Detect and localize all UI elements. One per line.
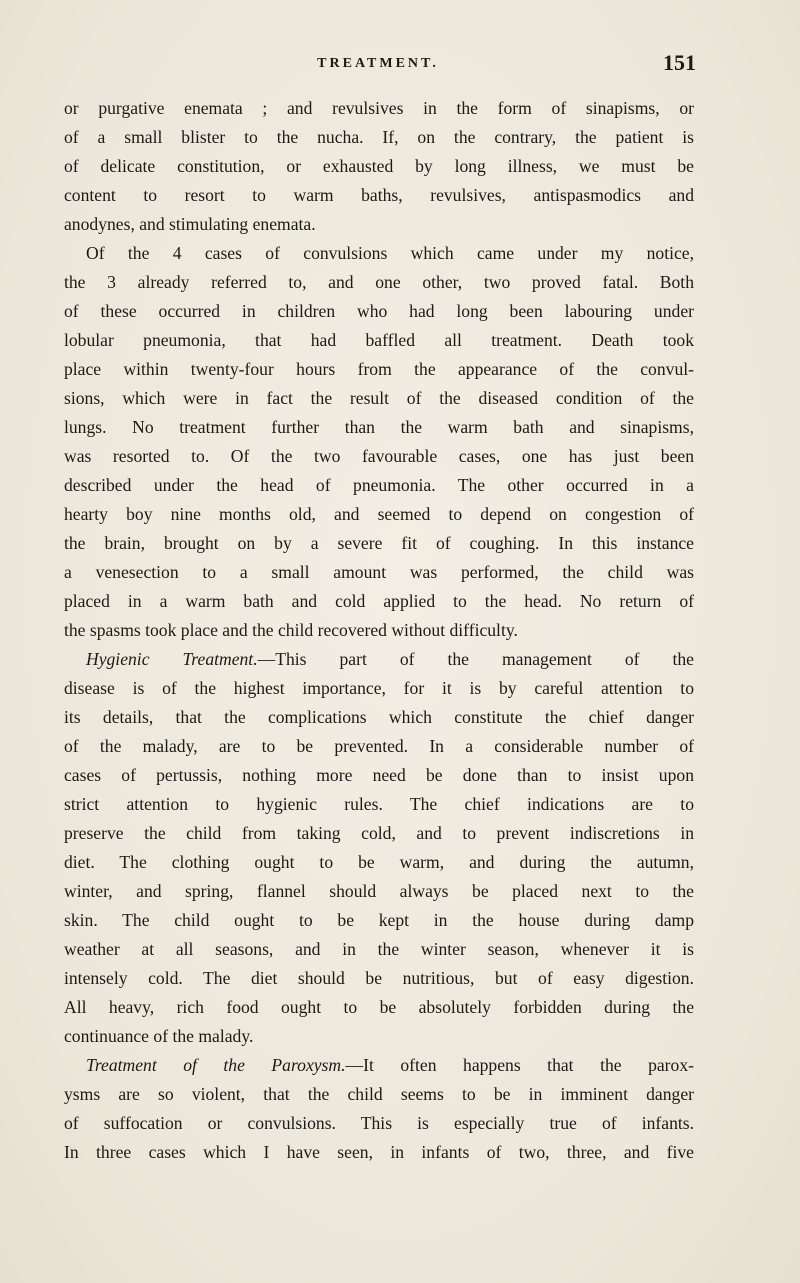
text-line: winter, and spring, flannel should always be placed next to the xyxy=(64,881,694,901)
text-line: a venesection to a small amount was performed, the child was xyxy=(64,562,694,582)
text-line: placed in a warm bath and cold applied to the head. No return of xyxy=(64,591,694,611)
text-line: diet. The clothing ought to be warm, and during the autumn, xyxy=(64,852,694,872)
text-line: strict attention to hygienic rules. The chief indications are to xyxy=(64,794,694,814)
text-line: its details, that the complications which constitute the chief danger xyxy=(64,707,694,727)
text-line: described under the head of pneumonia. The other occurred in a xyxy=(64,475,694,495)
text-line: Of the 4 cases of convulsions which came under my notice, xyxy=(86,243,694,263)
text-line: ysms are so violent, that the child seems to be in imminent danger xyxy=(64,1084,694,1104)
text-line: anodynes, and stimulating enemata. xyxy=(64,214,316,234)
text-line: All heavy, rich food ought to be absolutely forbidden during the xyxy=(64,997,694,1017)
page-number: 151 xyxy=(663,50,696,75)
text-line: of the malady, are to be prevented. In a considerable number of xyxy=(64,736,694,756)
text-line: In three cases which I have seen, in infants of two, three, and five xyxy=(64,1142,694,1162)
text-line: lobular pneumonia, that had baffled all treatment. Death took xyxy=(64,330,694,350)
section-heading-paroxysm: Treatment of the Paroxysm. xyxy=(86,1055,346,1075)
body-text xyxy=(64,94,694,1167)
text-line: weather at all seasons, and in the winter season, whenever it is xyxy=(64,939,694,959)
text-line: cases of pertussis, nothing more need be done than to insist upon xyxy=(64,765,694,785)
text-line: lungs. No treatment further than the warm bath and sinapisms, xyxy=(64,417,694,437)
text-line: preserve the child from taking cold, and to prevent indiscretions in xyxy=(64,823,694,843)
text-line: the 3 already referred to, and one other, two proved fatal. Both xyxy=(64,272,694,292)
section-heading-hygienic: Hygienic Treatment. xyxy=(86,649,258,669)
running-head xyxy=(62,50,694,80)
text-line: continuance of the malady. xyxy=(64,1026,254,1046)
running-title: TREATMENT. xyxy=(317,56,439,71)
text-line: the spasms took place and the child recovered without difficulty. xyxy=(64,620,518,640)
text-line: was resorted to. Of the two favourable cases, one has just been xyxy=(64,446,694,466)
text-line: of suffocation or convulsions. This is especially true of infants. xyxy=(64,1113,694,1133)
section-heading-line xyxy=(64,645,694,674)
section-heading-line xyxy=(64,1051,694,1080)
text-line: content to resort to warm baths, revulsives, antispasmodics and xyxy=(64,185,694,205)
section-heading-text: —This part of the management of the xyxy=(257,649,694,669)
section-heading-text: —It often happens that the parox- xyxy=(345,1055,694,1075)
text-line: skin. The child ought to be kept in the house during damp xyxy=(64,910,694,930)
text-line: disease is of the highest importance, for it is by careful attention to xyxy=(64,678,694,698)
text-line: intensely cold. The diet should be nutritious, but of easy digestion. xyxy=(64,968,694,988)
text-line: of delicate constitution, or exhausted by long illness, we must be xyxy=(64,156,694,176)
text-line: hearty boy nine months old, and seemed to depend on congestion of xyxy=(64,504,694,524)
text-line: of a small blister to the nucha. If, on the contrary, the patient is xyxy=(64,127,694,147)
text-line: the brain, brought on by a severe fit of coughing. In this instance xyxy=(64,533,694,553)
text-line: sions, which were in fact the result of the diseased condition of the xyxy=(64,388,694,408)
text-line: place within twenty-four hours from the appearance of the convul- xyxy=(64,359,694,379)
text-line: of these occurred in children who had long been labouring under xyxy=(64,301,694,321)
text-line: or purgative enemata ; and revulsives in the form of sinapisms, or xyxy=(64,98,694,118)
